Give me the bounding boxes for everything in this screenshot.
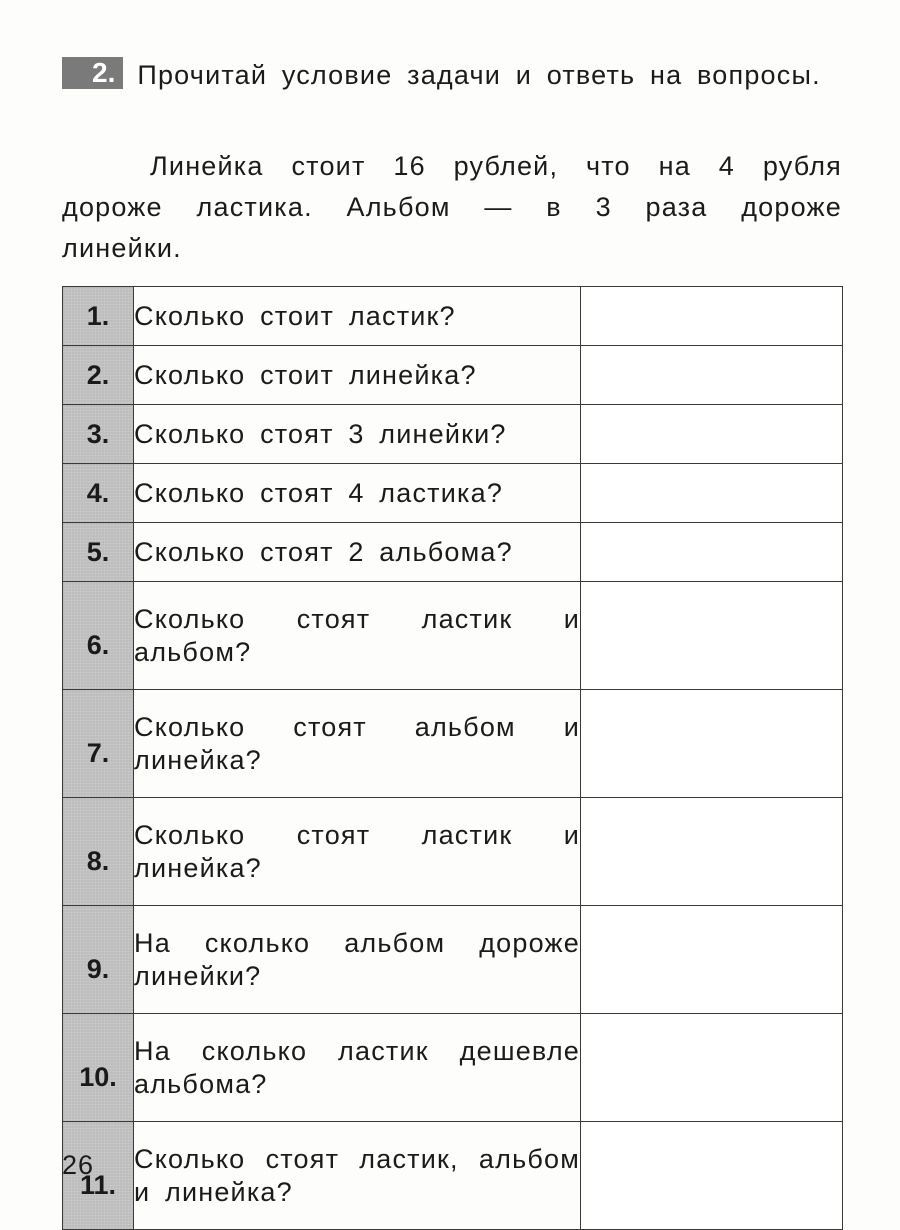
question-row [63,690,843,798]
answer-cell[interactable] [581,582,843,690]
question-number: 8. [63,798,134,906]
page-number: 26 [62,1150,95,1180]
answer-cell[interactable] [581,798,843,906]
question-row [63,1122,843,1230]
question-number: 1. [63,287,134,346]
question-row [63,464,843,523]
answer-cell[interactable] [581,690,843,798]
question-row [63,523,843,582]
question-number: 10. [63,1014,134,1122]
question-text: Сколько стоят ластик, альбом и линейка? [134,1122,581,1230]
question-text: Сколько стоят альбом и линейка? [134,690,581,798]
question-number: 7. [63,690,134,798]
question-row [63,798,843,906]
answer-cell[interactable] [581,464,843,523]
answer-cell[interactable] [581,906,843,1014]
question-text: Сколько стоят ластик и линейка? [134,798,581,906]
problem-statement: Линейка стоит 16 рублей, что на 4 рубля дороже ластика. Альбом — в 3 раза дороже линейки. [62,151,842,263]
questions-table [62,286,843,1230]
question-number: 5. [63,523,134,582]
question-text: Сколько стоят ластик и альбом? [134,582,581,690]
question-text: На сколько ластик дешевле альбома? [134,1014,581,1122]
task-number-badge: 2. [62,57,123,89]
question-text: Сколько стоит ластик? [134,287,581,346]
answer-cell[interactable] [581,1014,843,1122]
question-number: 2. [63,346,134,405]
answer-cell[interactable] [581,405,843,464]
question-number: 11. [63,1122,134,1230]
question-row [63,1014,843,1122]
question-number: 3. [63,405,134,464]
question-row [63,287,843,346]
question-number: 6. [63,582,134,690]
answer-cell[interactable] [581,346,843,405]
answer-cell[interactable] [581,1122,843,1230]
task-instruction: Прочитай условие задачи и ответь на вопросы. [137,60,821,90]
question-text: Сколько стоят 4 ластика? [134,464,581,523]
question-row [63,346,843,405]
task-header [62,56,842,94]
question-text: Сколько стоят 2 альбома? [134,523,581,582]
answer-cell[interactable] [581,523,843,582]
question-row [63,906,843,1014]
question-number: 4. [63,464,134,523]
question-row [63,582,843,690]
question-text: Сколько стоит линейка? [134,346,581,405]
question-text: Сколько стоят 3 линейки? [134,405,581,464]
question-row [63,405,843,464]
question-text: На сколько альбом дороже линейки? [134,906,581,1014]
answer-cell[interactable] [581,287,843,346]
question-number: 9. [63,906,134,1014]
